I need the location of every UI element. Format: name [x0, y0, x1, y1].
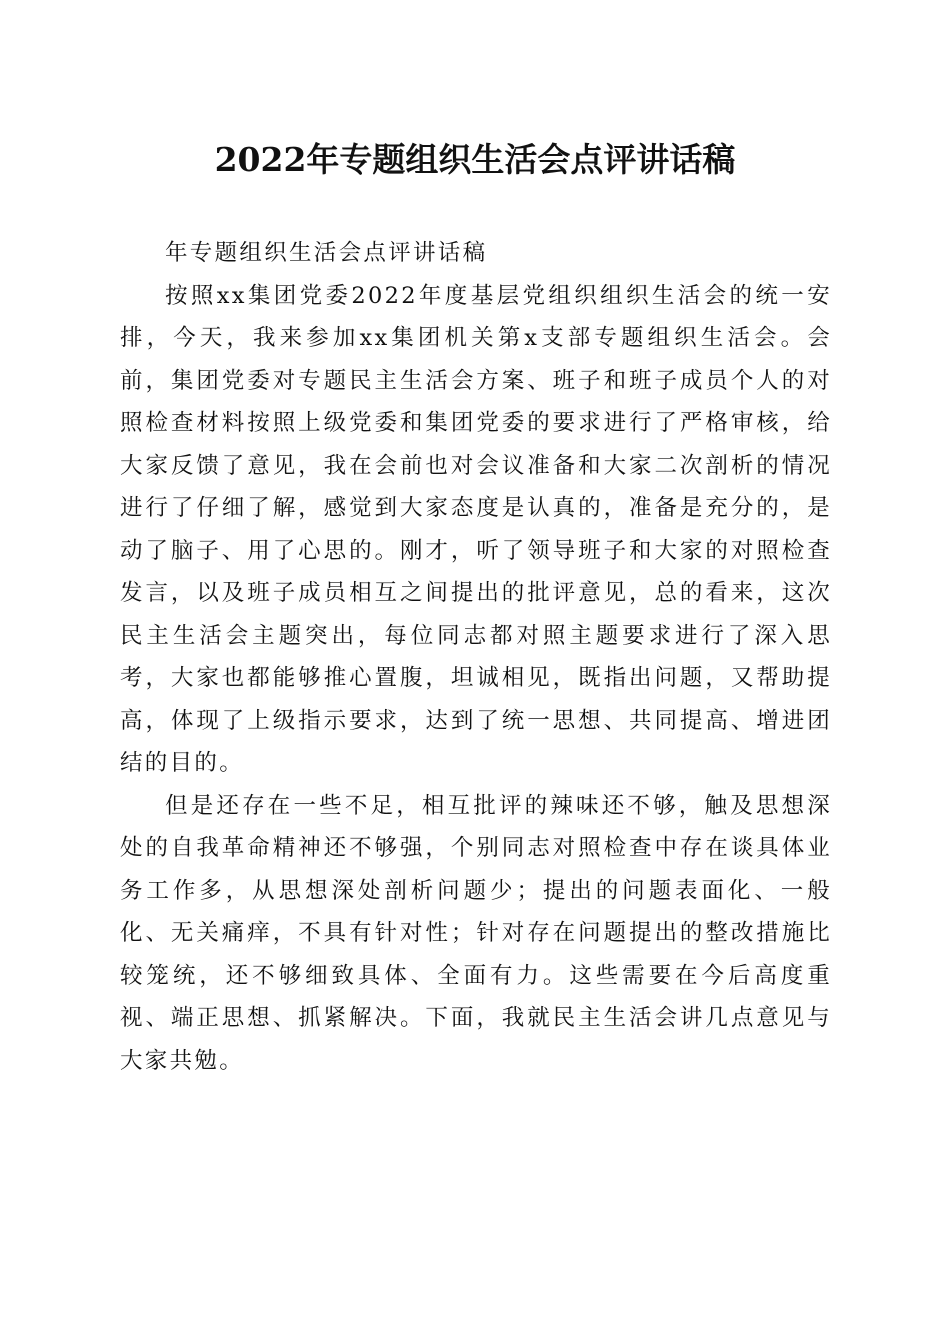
document-title: 2022年专题组织生活会点评讲话稿 — [214, 140, 736, 179]
paragraph-shortcomings: 但是还存在一些不足，相互批评的辣味还不够，触及思想深处的自我革命精神还不够强，个别同志对照检查中存在谈具体业务工作多，从思想深处剖析问题少；提出的问题表面化、一般化、无关痛痒，不具有针对性；针对存在问题提出的整改措施比较笼统，还不够细致具体、全面有力。这些需要在今后高度重视、端正思想、抓紧解决。下面，我就民主生活会讲几点意见与大家共勉。 — [120, 792, 832, 1074]
document-body — [120, 232, 832, 1082]
paragraph-subtitle: 年专题组织生活会点评讲话稿 — [165, 240, 488, 266]
paragraph-intro: 按照xx集团党委2022年度基层党组织组织生活会的统一安排，今天，我来参加xx集团机关第x支部专题组织生活会。会前，集团党委对专题民主生活会方案、班子和班子成员个人的对照检查材料按照上级党委和集团党委的要求进行了严格审核，给大家反馈了意见，我在会前也对会议准备和大家二次剖析的情况进行了仔细了解，感觉到大家态度是认真的，准备是充分的，是动了脑子、用了心思的。刚才，听了领导班子和大家的对照检查发言，以及班子成员相互之间提出的批评意见，总的看来，这次民主生活会主题突出，每位同志都对照主题要求进行了深入思考，大家也都能够推心置腹，坦诚相见，既指出问题，又帮助提高，体现了上级指示要求，达到了统一思想、共同提高、增进团结的目的。 — [120, 282, 832, 776]
